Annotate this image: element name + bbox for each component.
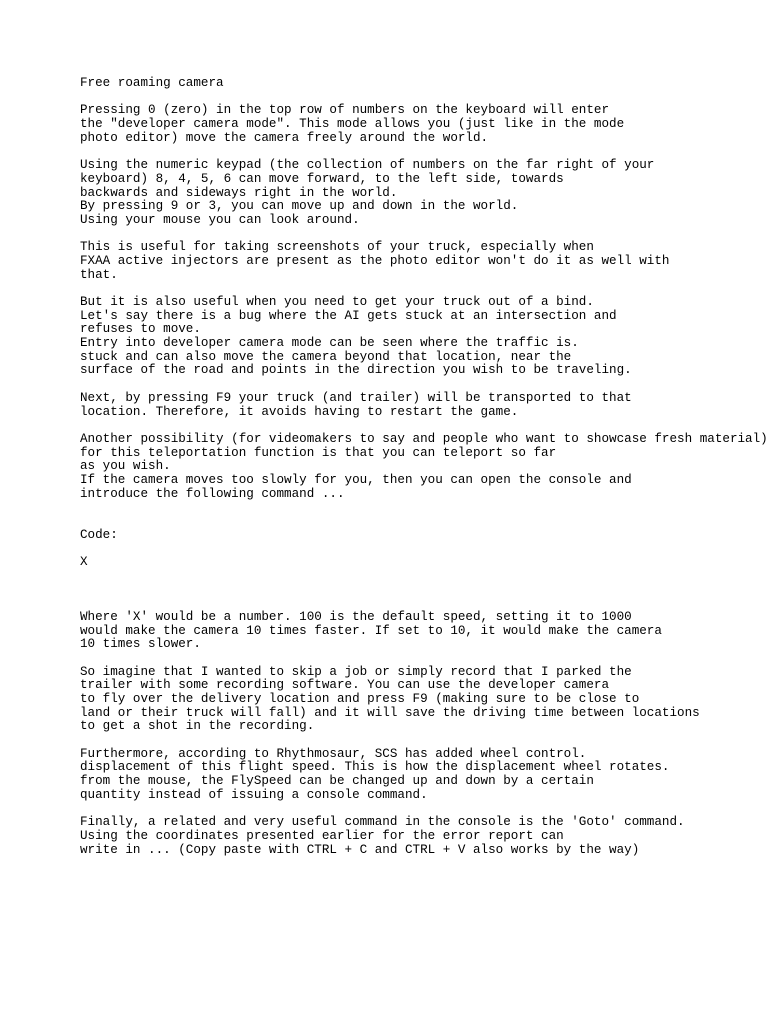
paragraph-line: that. <box>80 267 118 282</box>
paragraph-line: would make the camera 10 times faster. If set to 10, it would make the camera <box>80 623 662 638</box>
paragraph-line: land or their truck will fall) and it will save the driving time between locations <box>80 705 700 720</box>
paragraph-line: Pressing 0 (zero) in the top row of numbers on the keyboard will enter <box>80 103 610 118</box>
paragraph-3 <box>80 241 768 282</box>
paragraph-line: Next, by pressing F9 your truck (and trailer) will be transported to that <box>80 390 632 405</box>
paragraph-line: the "developer camera mode". This mode allows you (just like in the mode <box>80 117 625 132</box>
paragraph-line: location. Therefore, it avoids having to restart the game. <box>80 404 519 419</box>
paragraph-line: But it is also useful when you need to get your truck out of a bind. <box>80 295 594 309</box>
paragraph-line: Using the coordinates presented earlier for the error report can <box>80 828 564 843</box>
paragraph-line: quantity instead of issuing a console command. <box>80 787 428 802</box>
paragraph-line: stuck and can also move the camera beyond that location, near the <box>80 349 572 364</box>
paragraph-1 <box>80 104 768 145</box>
paragraph-line: Let's say there is a bug where the AI gets stuck at an intersection and <box>80 308 617 323</box>
paragraph-line: from the mouse, the FlySpeed can be changed up and down by a certain <box>80 774 594 789</box>
document-title: Free roaming camera <box>80 76 224 90</box>
paragraph-line: Furthermore, according to Rhythmosaur, SCS has added wheel control. <box>80 746 587 761</box>
spacer <box>80 515 768 529</box>
paragraph-5 <box>80 392 768 419</box>
paragraph-line: Using the numeric keypad (the collection of numbers on the far right of your <box>80 158 655 173</box>
paragraph-2 <box>80 159 768 227</box>
paragraph-line: By pressing 9 or 3, you can move up and down in the world. <box>80 199 519 214</box>
code-label: Code: <box>80 527 118 542</box>
paragraph-line: for this teleportation function is that you can teleport so far <box>80 445 557 460</box>
paragraph-line: 10 times slower. <box>80 637 201 652</box>
paragraph-line: Another possibility (for videomakers to say and people who want to showcase fresh material) <box>80 431 768 446</box>
paragraph-line: keyboard) 8, 4, 5, 6 can move forward, to the left side, towards <box>80 171 564 186</box>
paragraph-line: to fly over the delivery location and press F9 (making sure to be close to <box>80 691 640 706</box>
paragraph-line: Using your mouse you can look around. <box>80 212 360 227</box>
code-block <box>80 556 768 570</box>
paragraph-7 <box>80 611 768 652</box>
paragraph-line: So imagine that I wanted to skip a job or simply record that I parked the <box>80 664 632 679</box>
paragraph-10 <box>80 816 768 857</box>
paragraph-line: This is useful for taking screenshots of your truck, especially when <box>80 240 594 255</box>
paragraph-9 <box>80 748 768 803</box>
paragraph-6 <box>80 433 768 501</box>
paragraph-8 <box>80 666 768 734</box>
paragraph-4 <box>80 296 768 378</box>
document-title-block <box>80 77 768 91</box>
paragraph-line: Finally, a related and very useful command in the console is the 'Goto' command. <box>80 815 685 830</box>
paragraph-line: trailer with some recording software. You can use the developer camera <box>80 678 610 693</box>
paragraph-line: FXAA active injectors are present as the photo editor won't do it as well with <box>80 253 670 268</box>
paragraph-line: to get a shot in the recording. <box>80 719 315 734</box>
paragraph-line: surface of the road and points in the direction you wish to be traveling. <box>80 363 632 378</box>
paragraph-line: Entry into developer camera mode can be seen where the traffic is. <box>80 336 579 351</box>
paragraph-line: displacement of this flight speed. This is how the displacement wheel rotates. <box>80 760 670 775</box>
paragraph-line: If the camera moves too slowly for you, then you can open the console and <box>80 472 632 487</box>
paragraph-line: Where 'X' would be a number. 100 is the default speed, setting it to 1000 <box>80 609 632 624</box>
code-value: X <box>80 555 88 570</box>
paragraph-line: as you wish. <box>80 459 171 474</box>
paragraph-line: introduce the following command ... <box>80 486 345 501</box>
spacer <box>80 583 768 597</box>
paragraph-line: photo editor) move the camera freely around the world. <box>80 130 489 145</box>
code-label-block <box>80 529 768 543</box>
paragraph-line: write in ... (Copy paste with CTRL + C and CTRL + V also works by the way) <box>80 842 640 857</box>
spacer <box>80 597 768 611</box>
paragraph-line: backwards and sideways right in the world. <box>80 185 398 200</box>
paragraph-line: refuses to move. <box>80 322 201 337</box>
document-body <box>80 77 768 871</box>
